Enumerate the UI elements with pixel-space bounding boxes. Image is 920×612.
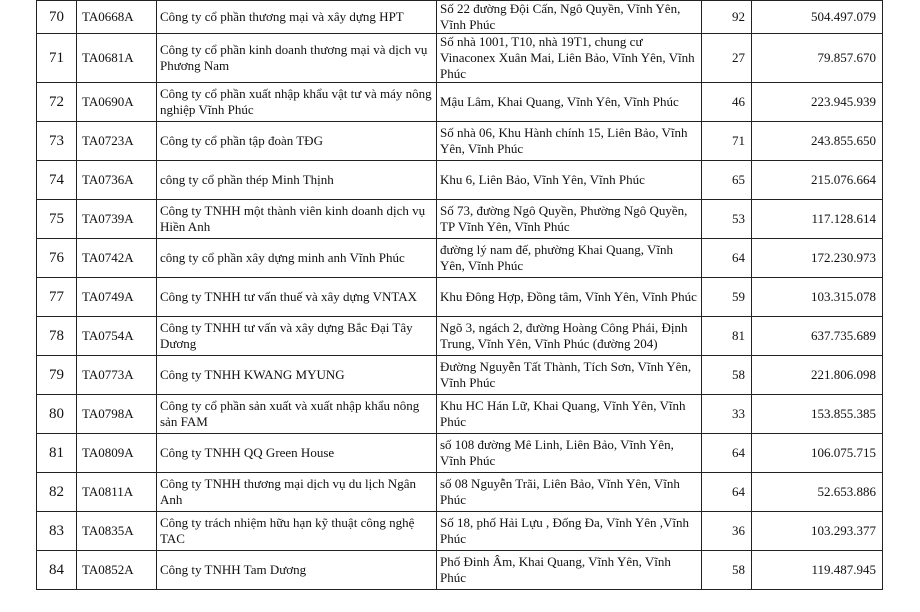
company-name: Công ty TNHH QQ Green House (157, 434, 437, 473)
company-name: Công ty TNHH một thành viên kinh doanh dịch vụ Hiền Anh (157, 200, 437, 239)
amount-value: 119.487.945 (752, 551, 883, 590)
tax-code: TA0736A (77, 161, 157, 200)
tax-code: TA0668A (77, 1, 157, 34)
tax-code: TA0690A (77, 83, 157, 122)
table-row (37, 278, 883, 317)
row-number: 80 (37, 395, 77, 434)
amount-value: 106.075.715 (752, 434, 883, 473)
company-name: Công ty trách nhiệm hữu hạn kỹ thuật công nghệ TAC (157, 512, 437, 551)
tax-code: TA0754A (77, 317, 157, 356)
amount-value: 172.230.973 (752, 239, 883, 278)
table-row (37, 122, 883, 161)
row-number: 71 (37, 34, 77, 83)
record-count: 64 (702, 239, 752, 278)
row-number: 81 (37, 434, 77, 473)
table-row (37, 239, 883, 278)
tax-code: TA0835A (77, 512, 157, 551)
amount-value: 215.076.664 (752, 161, 883, 200)
row-number: 83 (37, 512, 77, 551)
table-body (37, 1, 883, 590)
amount-value: 221.806.098 (752, 356, 883, 395)
table-row (37, 473, 883, 512)
company-address: Phố Đinh Âm, Khai Quang, Vĩnh Yên, Vĩnh Phúc (437, 551, 702, 590)
company-name: Công ty cổ phần tập đoàn TĐG (157, 122, 437, 161)
row-number: 76 (37, 239, 77, 278)
record-count: 58 (702, 356, 752, 395)
tax-code: TA0681A (77, 34, 157, 83)
record-count: 36 (702, 512, 752, 551)
amount-value: 52.653.886 (752, 473, 883, 512)
amount-value: 117.128.614 (752, 200, 883, 239)
company-name: Công ty cổ phần kinh doanh thương mại và dịch vụ Phương Nam (157, 34, 437, 83)
record-count: 33 (702, 395, 752, 434)
amount-value: 103.315.078 (752, 278, 883, 317)
table-row (37, 434, 883, 473)
amount-value: 153.855.385 (752, 395, 883, 434)
company-name: Công ty TNHH KWANG MYUNG (157, 356, 437, 395)
row-number: 73 (37, 122, 77, 161)
tax-code: TA0723A (77, 122, 157, 161)
company-name: Công ty cổ phần thương mại và xây dựng HPT (157, 1, 437, 34)
row-number: 84 (37, 551, 77, 590)
company-name: công ty cổ phần thép Minh Thịnh (157, 161, 437, 200)
company-address: Khu HC Hán Lữ, Khai Quang, Vĩnh Yên, Vĩnh Phúc (437, 395, 702, 434)
company-name: Công ty TNHH thương mại dịch vụ du lịch Ngân Anh (157, 473, 437, 512)
company-address: Mậu Lâm, Khai Quang, Vĩnh Yên, Vĩnh Phúc (437, 83, 702, 122)
tax-code: TA0852A (77, 551, 157, 590)
tax-code: TA0811A (77, 473, 157, 512)
company-address: Khu Đông Hợp, Đồng tâm, Vĩnh Yên, Vĩnh Phúc (437, 278, 702, 317)
company-name: Công ty TNHH tư vấn thuế và xây dựng VNTAX (157, 278, 437, 317)
amount-value: 504.497.079 (752, 1, 883, 34)
table-row (37, 200, 883, 239)
table-row (37, 83, 883, 122)
table-row (37, 551, 883, 590)
table-row (37, 1, 883, 34)
record-count: 27 (702, 34, 752, 83)
document-page (36, 0, 882, 590)
amount-value: 103.293.377 (752, 512, 883, 551)
company-address: Số 73, đường Ngô Quyền, Phường Ngô Quyền, TP Vĩnh Yên, Vĩnh Phúc (437, 200, 702, 239)
row-number: 74 (37, 161, 77, 200)
record-count: 92 (702, 1, 752, 34)
company-address: Số nhà 1001, T10, nhà 19T1, chung cư Vinaconex Xuân Mai, Liên Bảo, Vĩnh Yên, Vĩnh Phúc (437, 34, 702, 83)
record-count: 46 (702, 83, 752, 122)
amount-value: 637.735.689 (752, 317, 883, 356)
tax-code: TA0739A (77, 200, 157, 239)
company-name: Công ty cổ phần sản xuất và xuất nhập khẩu nông sản FAM (157, 395, 437, 434)
row-number: 72 (37, 83, 77, 122)
record-count: 58 (702, 551, 752, 590)
row-number: 77 (37, 278, 77, 317)
record-count: 71 (702, 122, 752, 161)
row-number: 78 (37, 317, 77, 356)
amount-value: 79.857.670 (752, 34, 883, 83)
company-address: Số 18, phố Hải Lựu , Đống Đa, Vĩnh Yên ,Vĩnh Phúc (437, 512, 702, 551)
company-address: số 08 Nguyễn Trãi, Liên Bảo, Vĩnh Yên, Vĩnh Phúc (437, 473, 702, 512)
record-count: 64 (702, 434, 752, 473)
record-count: 59 (702, 278, 752, 317)
company-name: Công ty TNHH tư vấn và xây dựng Bắc Đại Tây Dương (157, 317, 437, 356)
table-row (37, 512, 883, 551)
company-address: Ngõ 3, ngách 2, đường Hoàng Công Phái, Định Trung, Vĩnh Yên, Vĩnh Phúc (đường 204) (437, 317, 702, 356)
row-number: 79 (37, 356, 77, 395)
table-row (37, 161, 883, 200)
company-name: công ty cổ phần xây dựng minh anh Vĩnh Phúc (157, 239, 437, 278)
row-number: 70 (37, 1, 77, 34)
tax-code: TA0749A (77, 278, 157, 317)
company-address: Đường Nguyễn Tất Thành, Tích Sơn, Vĩnh Yên, Vĩnh Phúc (437, 356, 702, 395)
company-address: số 108 đường Mê Linh, Liên Bảo, Vĩnh Yên, Vĩnh Phúc (437, 434, 702, 473)
tax-code: TA0798A (77, 395, 157, 434)
row-number: 75 (37, 200, 77, 239)
tax-code: TA0809A (77, 434, 157, 473)
company-name: Công ty cổ phần xuất nhập khẩu vật tư và máy nông nghiệp Vĩnh Phúc (157, 83, 437, 122)
record-count: 53 (702, 200, 752, 239)
amount-value: 243.855.650 (752, 122, 883, 161)
debt-table (36, 0, 883, 590)
company-address: Số 22 đường Đội Cấn, Ngô Quyền, Vĩnh Yên, Vĩnh Phúc (437, 1, 702, 34)
tax-code: TA0773A (77, 356, 157, 395)
table-row (37, 356, 883, 395)
table-row (37, 34, 883, 83)
company-address: Số nhà 06, Khu Hành chính 15, Liên Bảo, Vĩnh Yên, Vĩnh Phúc (437, 122, 702, 161)
company-address: Khu 6, Liên Bảo, Vĩnh Yên, Vĩnh Phúc (437, 161, 702, 200)
company-name: Công ty TNHH Tam Dương (157, 551, 437, 590)
table-row (37, 317, 883, 356)
table-row (37, 395, 883, 434)
record-count: 65 (702, 161, 752, 200)
row-number: 82 (37, 473, 77, 512)
record-count: 81 (702, 317, 752, 356)
amount-value: 223.945.939 (752, 83, 883, 122)
record-count: 64 (702, 473, 752, 512)
tax-code: TA0742A (77, 239, 157, 278)
company-address: đường lý nam đế, phường Khai Quang, Vĩnh Yên, Vĩnh Phúc (437, 239, 702, 278)
